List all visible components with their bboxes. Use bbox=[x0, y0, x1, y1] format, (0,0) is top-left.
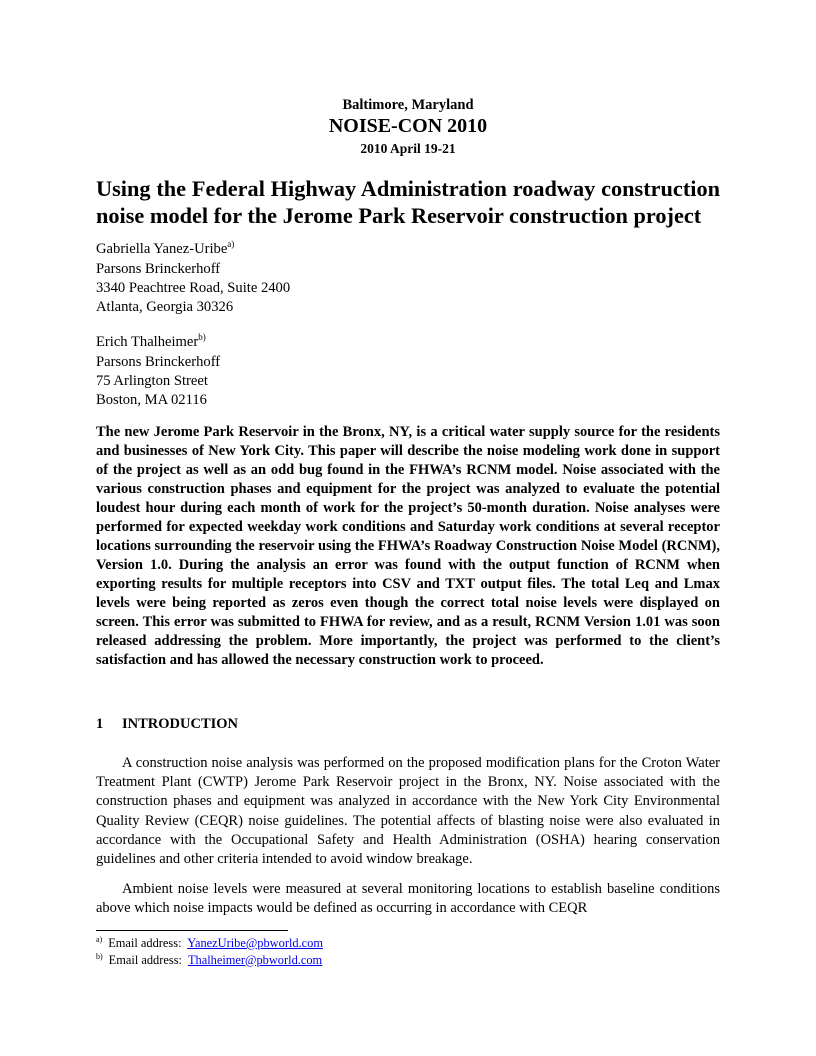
section-heading bbox=[96, 716, 238, 733]
author-name: Gabriella Yanez-Uribe$^{a)}$ bbox=[96, 239, 235, 257]
section-number: 1 bbox=[96, 716, 104, 732]
author-city: Boston, MA 02116 bbox=[96, 392, 207, 408]
conference-name: NOISE-CON 2010 bbox=[328, 115, 488, 137]
footnote-mark: a) bbox=[96, 935, 103, 944]
section-title: INTRODUCTION bbox=[122, 716, 239, 732]
footnote-divider bbox=[96, 930, 288, 931]
email-link[interactable]: Thalheimer@pbworld.com bbox=[187, 952, 323, 967]
author-name: Erich Thalheimer$^{b)}$ bbox=[96, 332, 206, 350]
footnotes bbox=[96, 936, 323, 969]
footnote-mark: b) bbox=[96, 951, 103, 961]
footnote-mark: b) bbox=[198, 332, 206, 342]
footnote bbox=[96, 936, 323, 953]
author-city: Atlanta, Georgia 30326 bbox=[96, 299, 234, 315]
author-address: 3340 Peachtree Road, Suite 2400 bbox=[96, 280, 291, 296]
author-block bbox=[96, 240, 290, 317]
email-link[interactable]: YanezUribe@pbworld.com bbox=[187, 936, 324, 950]
footnote-mark: a) bbox=[227, 239, 235, 249]
body-paragraph: Ambient noise levels were measured at several monitoring locations to establish baseline conditions above which noise impacts would be defined as occurring in accordance with CEQR bbox=[96, 881, 720, 917]
footnote-label: Email address: bbox=[108, 952, 182, 967]
conference-location: Baltimore, Maryland bbox=[342, 97, 474, 113]
paper-title: Using the Federal Highway Administration roadway construction noise model for the Jerome Park Reservoir construction project bbox=[96, 176, 720, 228]
author-block bbox=[96, 333, 220, 410]
footnote-label: Email address: bbox=[108, 936, 182, 950]
body-paragraph: A construction noise analysis was performed on the proposed modification plans for the Croton Water Treatment Plant (CWTP) Jerome Park Reservoir project in the Bronx, NY. Noise associated with the construction phases and equipment was analyzed in accordance with the New York City Environmental Quality Review (CEQR) noise guidelines. The potential affects of blasting noise were also evaluated in accordance with the Occupational Safety and Health Administration (OSHA) hearing conservation guidelines and other criteria intended to avoid window breakage. bbox=[96, 755, 720, 868]
abstract: The new Jerome Park Reservoir in the Bronx, NY, is a critical water supply source for the residents and businesses of New York City. This paper will describe the noise modeling work done in support of the project as well as an odd bug found in the FHWA’s RCNM model. Noise associated with the various construction phases and equipment for the project was analyzed to evaluate the potential loudest hour during each month of work for the project’s 50-month duration. Noise analyses were performed for expected weekday work conditions and Saturday work conditions at several receptor locations surrounding the reservoir using the FHWA’s Roadway Construction Noise Model (RCNM), Version 1.0. During the analysis an error was found with the output function of RCNM when exporting results for multiple receptors into CSV and TXT output files. The total Leq and Lmax levels were being reported as zeros even though the correct total noise levels were displayed on screen. This error was submitted to FHWA for review, and as a result, RCNM Version 1.01 was soon released addressing the problem. More importantly, the project was performed to the client’s satisfaction and has allowed the necessary construction work to proceed. bbox=[96, 424, 720, 668]
author-affiliation: Parsons Brinckerhoff bbox=[96, 261, 221, 277]
author-address: 75 Arlington Street bbox=[96, 373, 208, 389]
conference-dates: 2010 April 19-21 bbox=[360, 141, 456, 156]
footnote bbox=[96, 953, 323, 970]
author-affiliation: Parsons Brinckerhoff bbox=[96, 354, 221, 370]
